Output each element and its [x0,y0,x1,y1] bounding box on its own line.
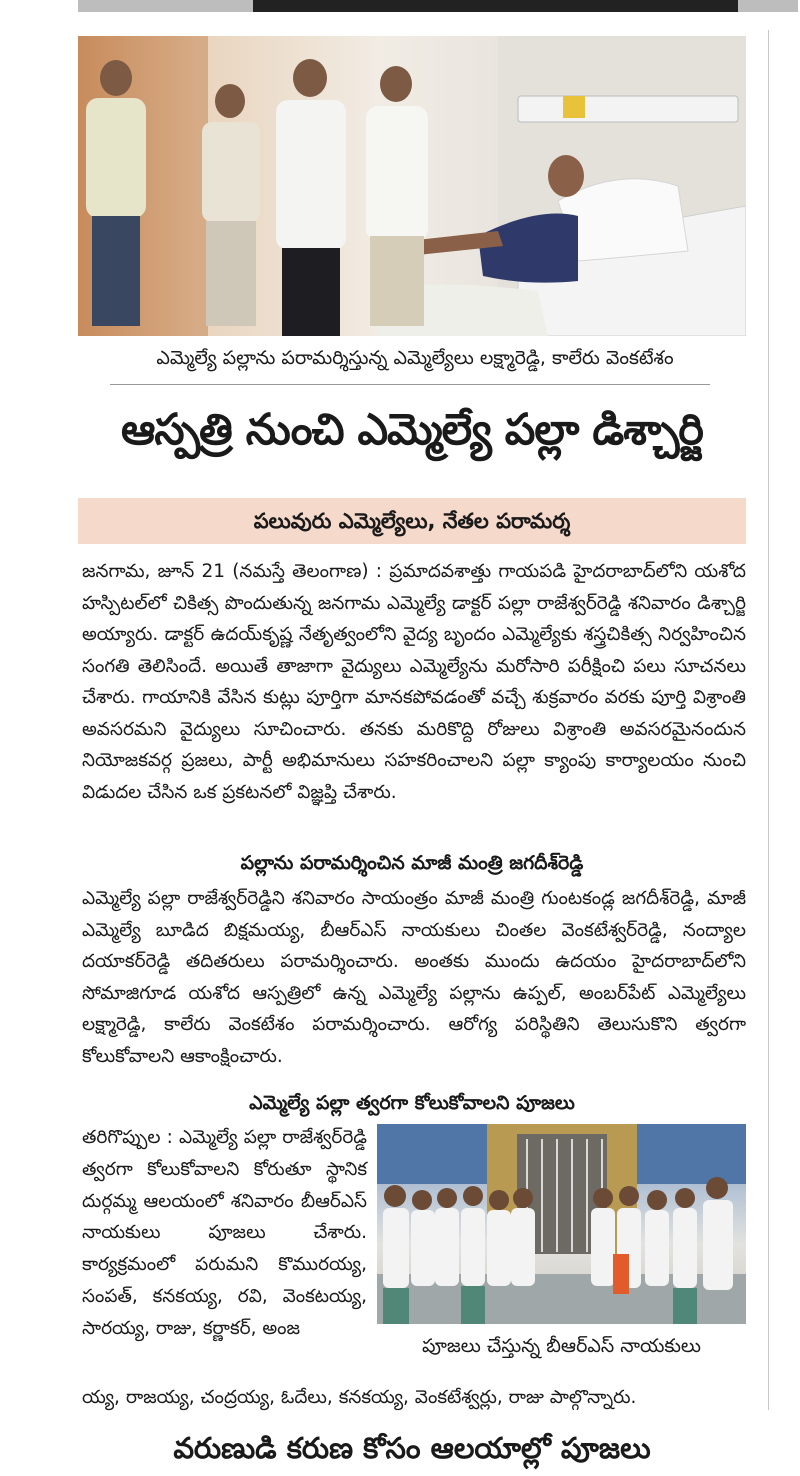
top-bar-dark [253,0,738,12]
inner-heading-1: పల్లాను పరామర్శించిన మాజీ మంత్రి జగదీశ్‌రెడ్డి [240,852,584,874]
next-article-headline: వరుణుడి కరుణ కోసం ఆలయాల్లో పూజలు [173,1431,651,1465]
inner-heading-2: ఎమ్మెల్యే పల్లా త్వరగా కోలుకోవాలని పూజలు [249,1092,575,1114]
article-paragraph-1: జనగామ, జూన్ 21 (నమస్తే తెలంగాణ) : ప్రమాదవశాత్తు గాయపడి హైదరాబాద్‌లోని యశోద హస్పిటల్‌లో చికిత్స పొందుతున్న జనగామ ఎమ్మెల్యే డాక్టర్ పల్లా రాజేశ్వర్‌రెడ్డి శనివారం డిశ్చార్జి అయ్యారు. డాక్టర్ ఉదయ్‌కృష్ణ నేతృత్వంలోని వైద్య బృందం ఎమ్మెల్యేకు శస్త్రచికిత్స నిర్వహించిన సంగతి తెలిసిందే. అయితే తాజాగా వైద్యులు ఎమ్మెల్యేను మరోసారి పరీక్షించి పలు సూచనలు చేశారు. గాయానికి వేసిన కుట్లు పూర్తిగా మానకపోవడంతో వచ్చే శుక్రవారం వరకు పూర్తి విశ్రాంతి అవసరమని వైద్యులు సూచించారు. తనకు మరికొద్ది రోజులు విశ్రాంతి అవసరమైనందున నియోజకవర్గ ప్రజలు, పార్టీ అభిమానులు సహకరించాలని పల్లా క్యాంపు కార్యాలయం నుంచి విడుదల చేసిన ఒక ప్రకటనలో విజ్ఞప్తి చేశారు. [82,561,746,803]
article-paragraph-3: తరిగొప్పుల : ఎమ్మెల్యే పల్లా రాజేశ్వర్‌రెడ్డి త్వరగా కోలుకోవాలని కోరుతూ స్థానిక దుర్గమ్మ ఆలయంలో శనివారం బీఆర్‌ఎస్ నాయకులు పూజలు చేశారు. కార్యక్రమంలో పరుమని కొమురయ్య, సంపత్, కనకయ్య, రవి, వెంకటయ్య, సారయ్య, రాజు, కర్ణాకర్, అంజ [82,1127,367,1339]
article-paragraph-4: య్య, రాజయ్య, చంద్రయ్య, ఓదేలు, కనకయ్య, వెంకటేశ్వర్లు, రాజు పాల్గొన్నారు. [82,1387,637,1408]
hospital-scene-illustration [78,36,746,336]
caption-divider [110,384,710,385]
headline: ఆస్పత్రి నుంచి ఎమ్మెల్యే పల్లా డిశ్చార్జి [121,405,703,455]
photo-caption: ఎమ్మెల్యే పల్లాను పరామర్శిస్తున్న ఎమ్మెల్యేలు లక్ష్మారెడ్డి, కాలేరు వెంకటేశం [156,347,674,369]
hospital-photo [78,36,746,336]
subheadline: పలువురు ఎమ్మెల్యేలు, నేతల పరామర్శ [253,509,571,533]
article-paragraph-2: ఎమ్మెల్యే పల్లా రాజేశ్వర్‌రెడ్డిని శనివారం సాయంత్రం మాజీ మంత్రి గుంటకండ్ల జగదీశ్‌రెడ్డి, మాజీ ఎమ్మెల్యే బూడిద బిక్షమయ్య, బీఆర్‌ఎస్ నాయకులు చింతల వెంకటేశ్వర్‌రెడ్డి, నంద్యాల దయాకర్‌రెడ్డి తదితరులు పరామర్శించారు. అంతకు ముందు ఉదయం హైదరాబాద్‌లోని సోమాజిగూడ యశోద ఆస్పత్రిలో ఉన్న ఎమ్మెల్యే పల్లాను ఉప్పల్, అంబర్‌పేట్ ఎమ్మెల్యేలు లక్ష్మారెడ్డి, కాలేరు వెంకటేశం పరామర్శించారు. ఆరోగ్య పరిస్థితిని తెలుసుకొని త్వరగా కోలుకోవాలని ఆకాంక్షించారు. [82,888,746,1067]
temple-scene-illustration [377,1124,746,1324]
top-bar [78,0,798,12]
temple-photo [377,1124,746,1324]
column-divider [768,30,769,1410]
temple-photo-caption: పూజలు చేస్తున్న బీఆర్‌ఎస్ నాయకులు [422,1335,701,1357]
